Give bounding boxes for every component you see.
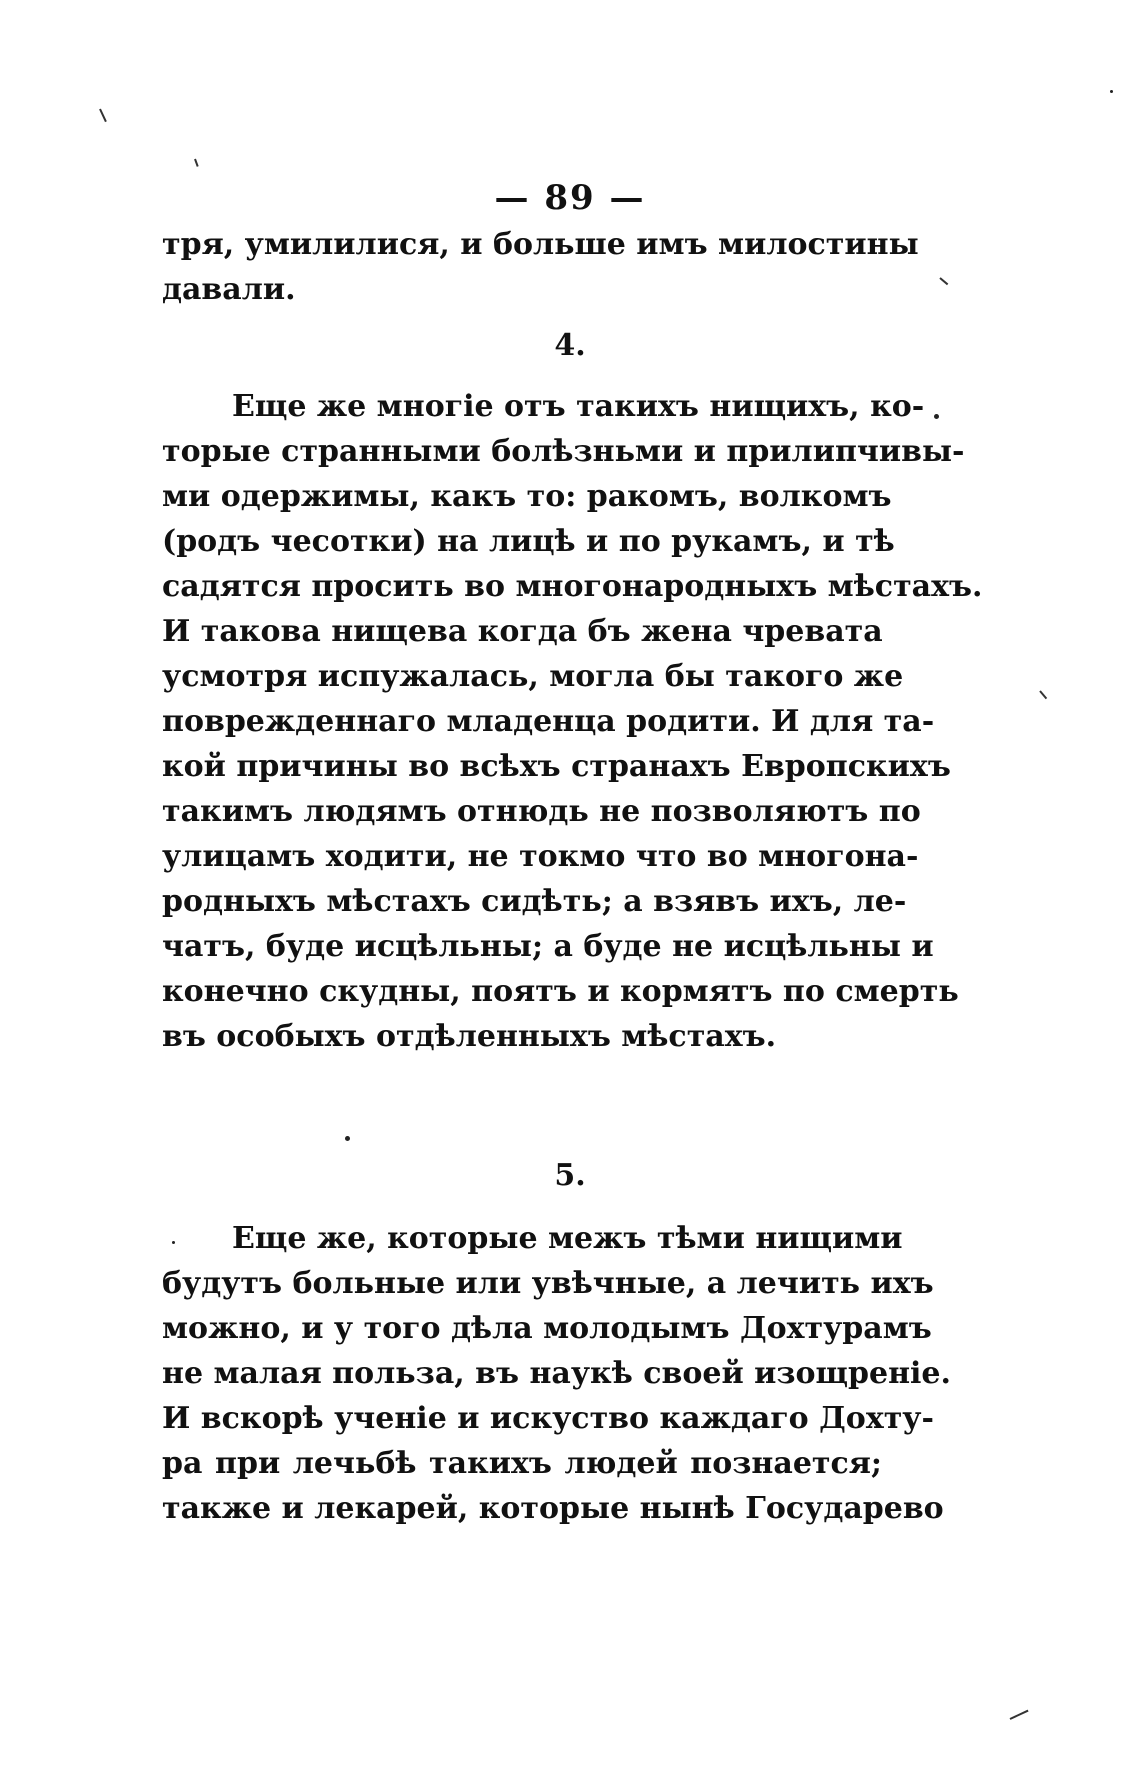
text-line: такимъ людямъ отнюдь не позволяютъ по	[162, 794, 921, 829]
text-line: И вскорѣ ученіе и искуство каждаго Дохту-	[162, 1401, 934, 1436]
scan-mark	[1010, 1710, 1029, 1720]
text-line: усмотря испужалась, могла бы такого же	[162, 659, 904, 694]
text-line: тря, умилилися, и больше имъ милостины	[162, 227, 919, 262]
text-line: Еще же многіе отъ такихъ нищихъ, ко-	[232, 389, 925, 424]
scan-mark	[939, 277, 948, 285]
text-line: садятся просить во многонародныхъ мѣстахъ.	[162, 569, 983, 604]
scan-speck	[172, 1241, 175, 1244]
text-line: конечно скудны, поятъ и кормятъ по смерть	[162, 974, 959, 1009]
text-line: торые странными болѣзньми и прилипчивы-	[162, 434, 965, 469]
text-line: кой причины во всѣхъ странахъ Европскихъ	[162, 749, 951, 784]
page-number: — 89 —	[494, 178, 646, 218]
text-line: въ особыхъ отдѣленныхъ мѣстахъ.	[162, 1019, 777, 1054]
text-line: улицамъ ходити, не токмо что во многона-	[162, 839, 919, 874]
text-line: ра при лечьбѣ такихъ людей познается;	[162, 1446, 882, 1481]
scan-mark	[99, 109, 107, 123]
section-number-5: 5.	[554, 1158, 586, 1193]
scan-speck	[345, 1136, 350, 1141]
section-number-4: 4.	[554, 328, 586, 363]
text-line: Еще же, которые межъ тѣми нищими	[232, 1221, 903, 1256]
text-line: будутъ больные или увѣчные, а лечить ихъ	[162, 1266, 934, 1301]
scan-mark	[1039, 690, 1047, 699]
text-line: родныхъ мѣстахъ сидѣть; а взявъ ихъ, ле-	[162, 884, 907, 919]
section-4-paragraph	[162, 384, 983, 1059]
text-line: поврежденнаго младенца родити. И для та-	[162, 704, 935, 739]
text-line: (родъ чесотки) на лицѣ и по рукамъ, и тѣ	[162, 524, 895, 559]
scan-mark	[194, 159, 199, 167]
text-line: также и лекарей, которые нынѣ Государево	[162, 1491, 944, 1526]
text-line: можно, и у того дѣла молодымъ Дохтурамъ	[162, 1311, 932, 1346]
text-line: И такова нищева когда бъ жена чревата	[162, 614, 883, 649]
scan-speck	[934, 414, 939, 419]
text-line: чатъ, буде исцѣльны; а буде не исцѣльны и	[162, 929, 934, 964]
section-5-paragraph	[162, 1216, 951, 1531]
continuation-paragraph	[162, 222, 919, 312]
text-line: давали.	[162, 272, 296, 307]
scan-speck	[1110, 90, 1113, 93]
text-line: ми одержимы, какъ то: ракомъ, волкомъ	[162, 479, 892, 514]
text-line: не малая польза, въ наукѣ своей изощреніе.	[162, 1356, 951, 1391]
